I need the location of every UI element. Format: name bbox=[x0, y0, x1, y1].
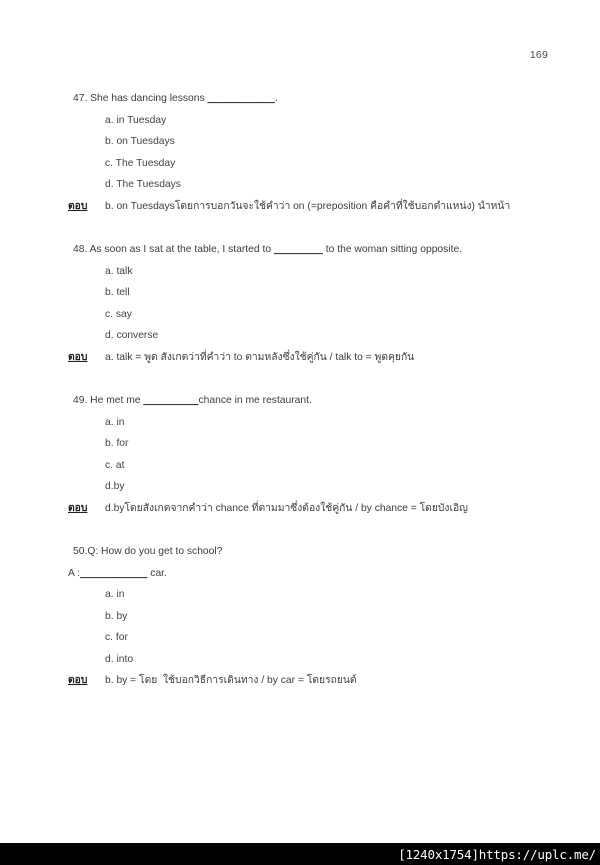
answer-prompt-prefix-50: A : bbox=[68, 567, 81, 579]
option-50-c[interactable]: c. for bbox=[105, 632, 128, 643]
question-blank-48: ________ bbox=[273, 244, 323, 255]
answer-row-50 bbox=[68, 670, 600, 692]
question-block-48 bbox=[0, 239, 600, 368]
question-stem-suffix-47: . bbox=[274, 93, 278, 104]
option-48-a[interactable]: a. talk bbox=[105, 265, 133, 277]
page-number: 169 bbox=[529, 49, 548, 61]
option-48-b[interactable]: b. tell bbox=[105, 287, 130, 298]
answer-label-47: ตอบ bbox=[68, 200, 88, 212]
option-47-c[interactable]: c. The Tuesday bbox=[105, 157, 176, 169]
question-stem-47 bbox=[73, 88, 600, 110]
answer-text-49: d.byโดยสังเกตจากคำว่า chance ที่ตามมาซึ่งต้องใช้คู่กัน / by chance = โดยบังเอิญ bbox=[105, 502, 468, 514]
option-49-b[interactable]: b. for bbox=[105, 438, 129, 449]
answer-row-49 bbox=[68, 498, 600, 520]
question-stem-text-48: 48. As soon as I sat at the table, I started to bbox=[73, 244, 274, 255]
watermark-bar bbox=[0, 843, 600, 865]
question-answer-prompt-50 bbox=[68, 563, 600, 585]
option-48-c[interactable]: c. say bbox=[105, 308, 132, 320]
option-47-b[interactable]: b. on Tuesdays bbox=[105, 136, 175, 147]
answer-row-47 bbox=[68, 196, 600, 218]
answer-label-48: ตอบ bbox=[68, 351, 88, 363]
option-50-d[interactable]: d. into bbox=[105, 653, 134, 665]
question-stem-text-47: 47. She has dancing lessons bbox=[73, 93, 208, 104]
questions-container bbox=[0, 88, 600, 714]
question-block-50 bbox=[0, 541, 600, 692]
question-stem-text-49: 49. He met me bbox=[73, 395, 144, 406]
option-49-c[interactable]: c. at bbox=[105, 459, 125, 471]
question-stem-suffix-49: chance in me restaurant. bbox=[198, 395, 312, 406]
option-47-a[interactable]: a. in Tuesday bbox=[105, 114, 167, 126]
answer-text-48: a. talk = พูด สังเกตว่าที่คำว่า to ตามหลังซึ่งใช้คู่กัน / talk to = พูดคุยกัน bbox=[105, 351, 415, 363]
option-49-a[interactable]: a. in bbox=[105, 416, 125, 428]
answer-label-49: ตอบ bbox=[68, 502, 88, 514]
question-stem-suffix-48: to the woman sitting opposite. bbox=[322, 244, 463, 255]
answer-prompt-blank-50: ___________ bbox=[80, 567, 148, 579]
answer-text-47: b. on Tuesdaysโดยการบอกวันจะใช้คำว่า on (=preposition คือคำที่ใช้บอกตำแหน่ง) นำหน้า bbox=[105, 200, 511, 212]
question-blank-47: ___________ bbox=[207, 93, 275, 104]
question-block-49 bbox=[0, 390, 600, 519]
answer-row-48 bbox=[68, 347, 600, 369]
answer-text-50: b. by = โดย ใช้บอกวิธีการเดินทาง / by car = โดยรถยนต์ bbox=[105, 675, 357, 686]
answer-label-50: ตอบ bbox=[68, 675, 88, 686]
option-48-d[interactable]: d. converse bbox=[105, 330, 159, 341]
question-block-47 bbox=[0, 88, 600, 217]
watermark-text: [1240x1754]https://uplc.me/ bbox=[398, 846, 596, 862]
option-47-d[interactable]: d. The Tuesdays bbox=[105, 179, 181, 190]
answer-prompt-suffix-50: car. bbox=[147, 567, 167, 579]
question-stem-48 bbox=[73, 239, 600, 261]
option-50-a[interactable]: a. in bbox=[105, 589, 125, 600]
question-stem-49 bbox=[73, 390, 600, 412]
option-49-d[interactable]: d.by bbox=[105, 481, 125, 492]
question-stem-50: 50.Q: How do you get to school? bbox=[73, 546, 223, 557]
question-blank-49: _________ bbox=[143, 395, 199, 406]
option-50-b[interactable]: b. by bbox=[105, 610, 128, 622]
